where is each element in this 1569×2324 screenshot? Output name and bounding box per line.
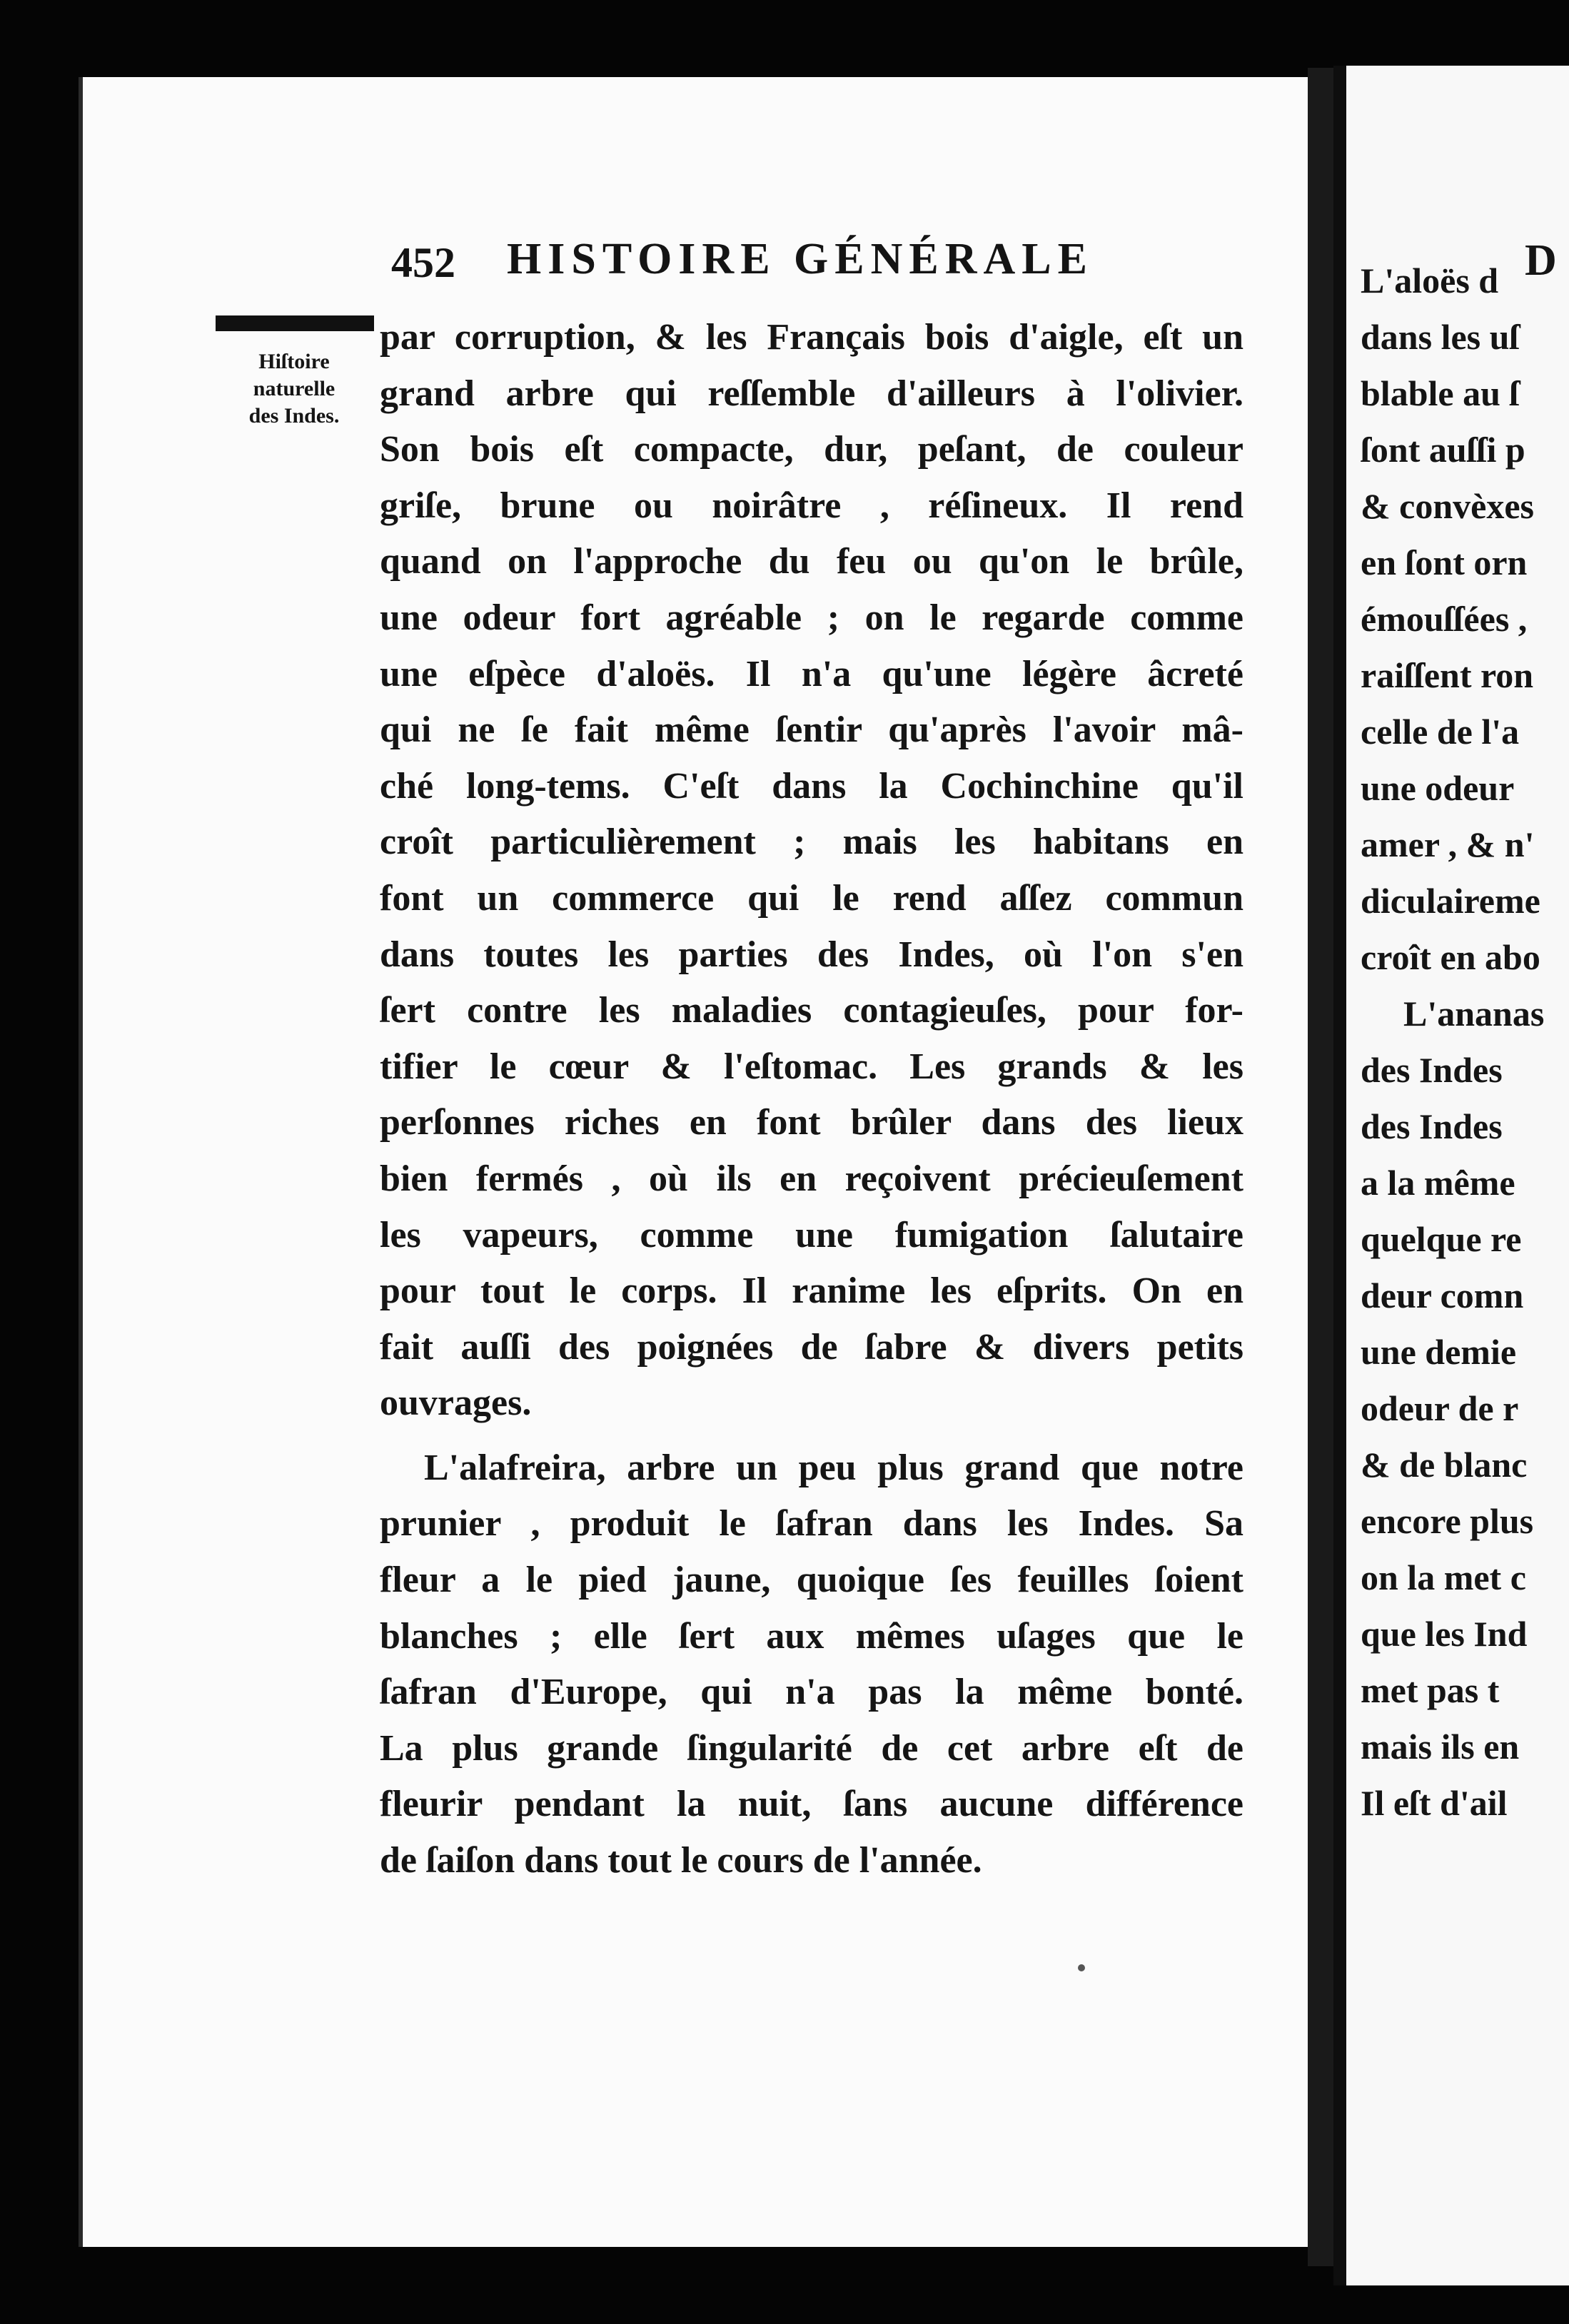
facing-text-line: on la met c	[1361, 1557, 1526, 1597]
facing-text-line: a la même	[1361, 1163, 1515, 1203]
text-line: fleurir pendant la nuit, ſans aucune différence	[380, 1784, 1243, 1825]
text-line: griſe, brune ou noirâtre , réſineux. Il rend	[380, 485, 1243, 526]
text-line: ouvrages.	[380, 1383, 532, 1424]
facing-text-line: émouſſées ,	[1361, 599, 1528, 639]
facing-text-line: L'ananas	[1403, 994, 1545, 1034]
text-line: ſafran d'Europe, qui n'a pas la même bonté.	[380, 1672, 1243, 1713]
facing-text-line: mais ils en	[1361, 1727, 1520, 1767]
text-line: perſonnes riches en font brûler dans des lieux	[380, 1102, 1243, 1143]
text-line: quand on l'approche du feu ou qu'on le brûle,	[380, 541, 1243, 582]
text-line: fait auſſi des poignées de ſabre & divers petits	[380, 1326, 1243, 1368]
text-line: ché long-tems. C'eſt dans la Cochinchine qu'il	[380, 765, 1243, 807]
facing-text-line: odeur de r	[1361, 1388, 1519, 1428]
text-line: par corruption, & les Français bois d'aigle, eſt un	[380, 317, 1243, 358]
margin-rule	[216, 315, 374, 331]
facing-text-line: une demie	[1361, 1332, 1517, 1372]
facing-text-line: diculaireme	[1361, 881, 1540, 921]
facing-text-line: des Indes	[1361, 1106, 1503, 1146]
text-line: de ſaiſon dans tout le cours de l'année.	[380, 1840, 982, 1881]
facing-text-line: L'aloës d	[1361, 261, 1499, 300]
text-line: bien fermés , où ils en reçoivent précieuſement	[380, 1158, 1243, 1199]
facing-text-line: une odeur	[1361, 768, 1515, 808]
margin-note	[211, 348, 377, 430]
text-line: une eſpèce d'aloës. Il n'a qu'une légère âcreté	[380, 653, 1243, 694]
facing-text-line: ſont auſſi p	[1361, 430, 1525, 470]
facing-text-line: des Indes	[1361, 1050, 1503, 1090]
facing-page-text	[1361, 253, 1569, 1832]
text-line: ſert contre les maladies contagieuſes, pour for-	[380, 990, 1243, 1031]
facing-text-line: & convèxes	[1361, 486, 1534, 526]
facing-text-line: blable au ſ	[1361, 373, 1520, 413]
facing-text-line: amer , & n'	[1361, 824, 1535, 864]
text-line: La plus grande ſingularité de cet arbre eſt de	[380, 1727, 1243, 1769]
book-gutter	[1308, 68, 1333, 2266]
margin-note-line: Hiſtoire	[258, 350, 330, 373]
facing-text-line: croît en abo	[1361, 937, 1540, 977]
paragraph-2	[380, 1440, 1243, 1889]
margin-note-line: des Indes.	[248, 404, 340, 428]
text-line: une odeur fort agréable ; on le regarde comme	[380, 597, 1243, 638]
paragraph-1	[380, 310, 1243, 1432]
text-line: les vapeurs, comme une fumigation ſalutaire	[380, 1214, 1243, 1256]
text-line: fleur a le pied jaune, quoique ſes feuilles ſoient	[380, 1560, 1243, 1601]
running-title: HISTOIRE GÉNÉRALE	[507, 235, 1094, 283]
text-line: L'alafreira, arbre un peu plus grand que notre	[424, 1447, 1243, 1488]
text-line: pour tout le corps. Il ranime les eſprits. On en	[380, 1270, 1243, 1312]
facing-text-line: encore plus	[1361, 1501, 1534, 1541]
text-line: croît particulièrement ; mais les habitans en	[380, 822, 1243, 863]
text-line: grand arbre qui reſſemble d'ailleurs à l'olivier.	[380, 373, 1243, 414]
text-line: dans toutes les parties des Indes, où l'on s'en	[380, 934, 1243, 975]
facing-text-line: dans les uſ	[1361, 317, 1520, 357]
page-number: 452	[391, 239, 455, 286]
facing-text-line: met pas t	[1361, 1670, 1500, 1710]
text-line: qui ne ſe fait même ſentir qu'après l'avoir mâ-	[380, 709, 1243, 751]
facing-text-line: quelque re	[1361, 1219, 1522, 1259]
text-line: blanches ; elle ſert aux mêmes uſages que le	[380, 1615, 1243, 1657]
text-line: font un commerce qui le rend aſſez commun	[380, 877, 1243, 919]
facing-text-line: que les Ind	[1361, 1614, 1528, 1654]
facing-text-line: & de blanc	[1361, 1445, 1528, 1485]
facing-text-line: en ſont orn	[1361, 542, 1528, 582]
facing-text-line: deur comn	[1361, 1275, 1524, 1315]
facing-text-line: Il eſt d'ail	[1361, 1783, 1508, 1823]
facing-header-fragment: D	[1525, 236, 1557, 285]
margin-note-line: naturelle	[253, 377, 336, 400]
page-header	[391, 233, 1191, 290]
facing-text-line: raiſſent ron	[1361, 655, 1534, 695]
text-line: Son bois eſt compacte, dur, peſant, de couleur	[380, 429, 1243, 470]
print-speck	[1078, 1964, 1085, 1971]
text-line: tifier le cœur & l'eſtomac. Les grands & les	[380, 1046, 1243, 1087]
facing-text-line: celle de l'a	[1361, 712, 1520, 752]
body-text	[380, 310, 1243, 1898]
text-line: prunier , produit le ſafran dans les Indes. Sa	[380, 1503, 1243, 1545]
